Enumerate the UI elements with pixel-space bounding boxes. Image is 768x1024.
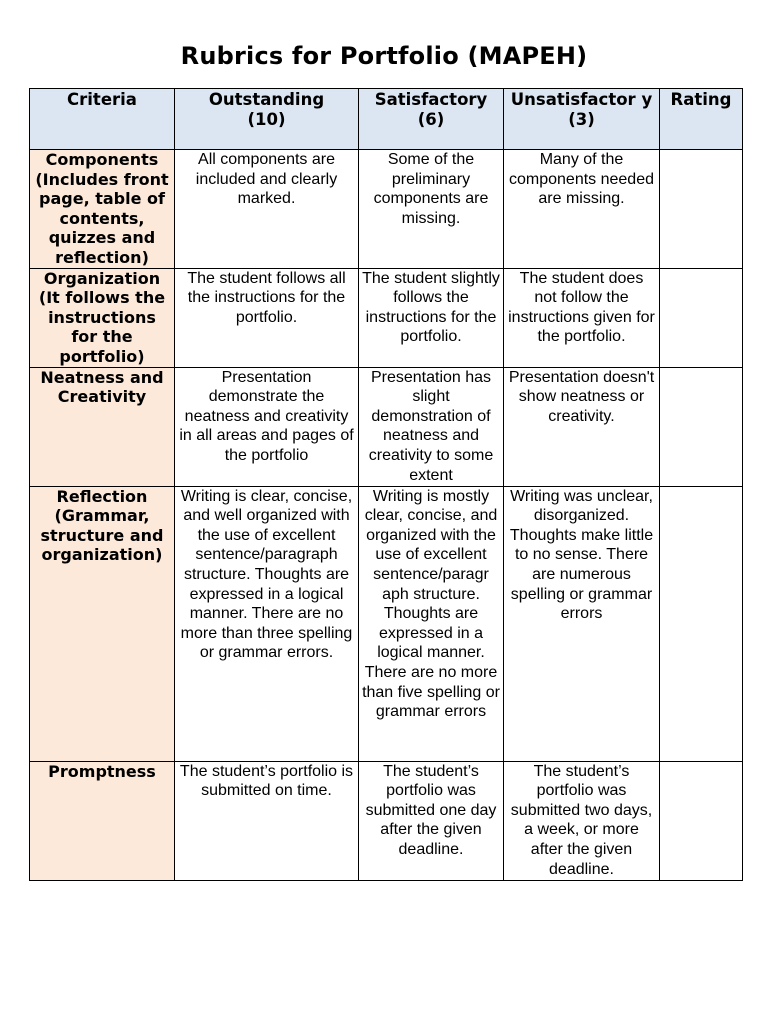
criteria-cell: Organization (It follows the instructions for the portfolio)	[30, 268, 175, 367]
header-unsatisfactory-points: (3)	[568, 109, 595, 129]
outstanding-cell: The student follows all the instructions for the portfolio.	[175, 268, 359, 367]
header-unsatisfactory-label: Unsatisfactor y	[510, 90, 653, 109]
header-satisfactory	[359, 89, 504, 150]
page-title: Rubrics for Portfolio (MAPEH)	[180, 42, 588, 70]
header-criteria	[30, 89, 175, 150]
header-unsatisfactory	[504, 89, 660, 150]
header-rating-label: Rating	[670, 90, 732, 109]
rubric-table	[29, 88, 743, 881]
outstanding-cell: Presentation demonstrate the neatness and creativity in all areas and pages of the portfolio	[175, 367, 359, 486]
satisfactory-cell: Writing is mostly clear, concise, and organized with the use of excellent sentence/paragr aph structure. Thoughts are expressed in a logical manner. There are no more than five spelling or grammar errors	[359, 486, 504, 761]
satisfactory-cell: Presentation has slight demonstration of neatness and creativity to some extent	[359, 367, 504, 486]
criteria-cell: Promptness	[30, 761, 175, 880]
header-satisfactory-label: Satisfactory	[374, 90, 488, 109]
header-satisfactory-points: (6)	[417, 109, 445, 129]
satisfactory-cell: Some of the preliminary components are missing.	[359, 150, 504, 269]
header-outstanding	[175, 89, 359, 150]
unsatisfactory-cell: Writing was unclear, disorganized. Thoughts make little to no sense. There are numerous spelling or grammar errors	[504, 486, 660, 761]
outstanding-cell: The student’s portfolio is submitted on time.	[175, 761, 359, 880]
criteria-cell: Neatness and Creativity	[30, 367, 175, 486]
header-outstanding-label: Outstanding	[208, 90, 325, 109]
unsatisfactory-cell: Presentation doesn't show neatness or creativity.	[504, 367, 660, 486]
header-outstanding-points: (10)	[247, 109, 286, 129]
unsatisfactory-cell: The student does not follow the instructions given for the portfolio.	[504, 268, 660, 367]
table-row	[30, 761, 743, 880]
table-row	[30, 268, 743, 367]
header-criteria-label: Criteria	[67, 90, 137, 109]
rating-cell	[660, 268, 743, 367]
rating-cell	[660, 367, 743, 486]
header-row	[30, 89, 743, 150]
table-row	[30, 150, 743, 269]
outstanding-cell: Writing is clear, concise, and well organized with the use of excellent sentence/paragraph structure. Thoughts are expressed in a logical manner. There are no more than three spelling or grammar errors.	[175, 486, 359, 761]
header-rating	[660, 89, 743, 150]
unsatisfactory-cell: Many of the components needed are missing.	[504, 150, 660, 269]
rating-cell	[660, 761, 743, 880]
unsatisfactory-cell: The student’s portfolio was submitted two days, a week, or more after the given deadline.	[504, 761, 660, 880]
satisfactory-cell: The student’s portfolio was submitted one day after the given deadline.	[359, 761, 504, 880]
table-row	[30, 367, 743, 486]
criteria-cell: Components (Includes front page, table of contents, quizzes and reflection)	[30, 150, 175, 269]
table-row	[30, 486, 743, 761]
rating-cell	[660, 486, 743, 761]
criteria-cell: Reflection (Grammar, structure and organization)	[30, 486, 175, 761]
outstanding-cell: All components are included and clearly marked.	[175, 150, 359, 269]
satisfactory-cell: The student slightly follows the instructions for the portfolio.	[359, 268, 504, 367]
rating-cell	[660, 150, 743, 269]
